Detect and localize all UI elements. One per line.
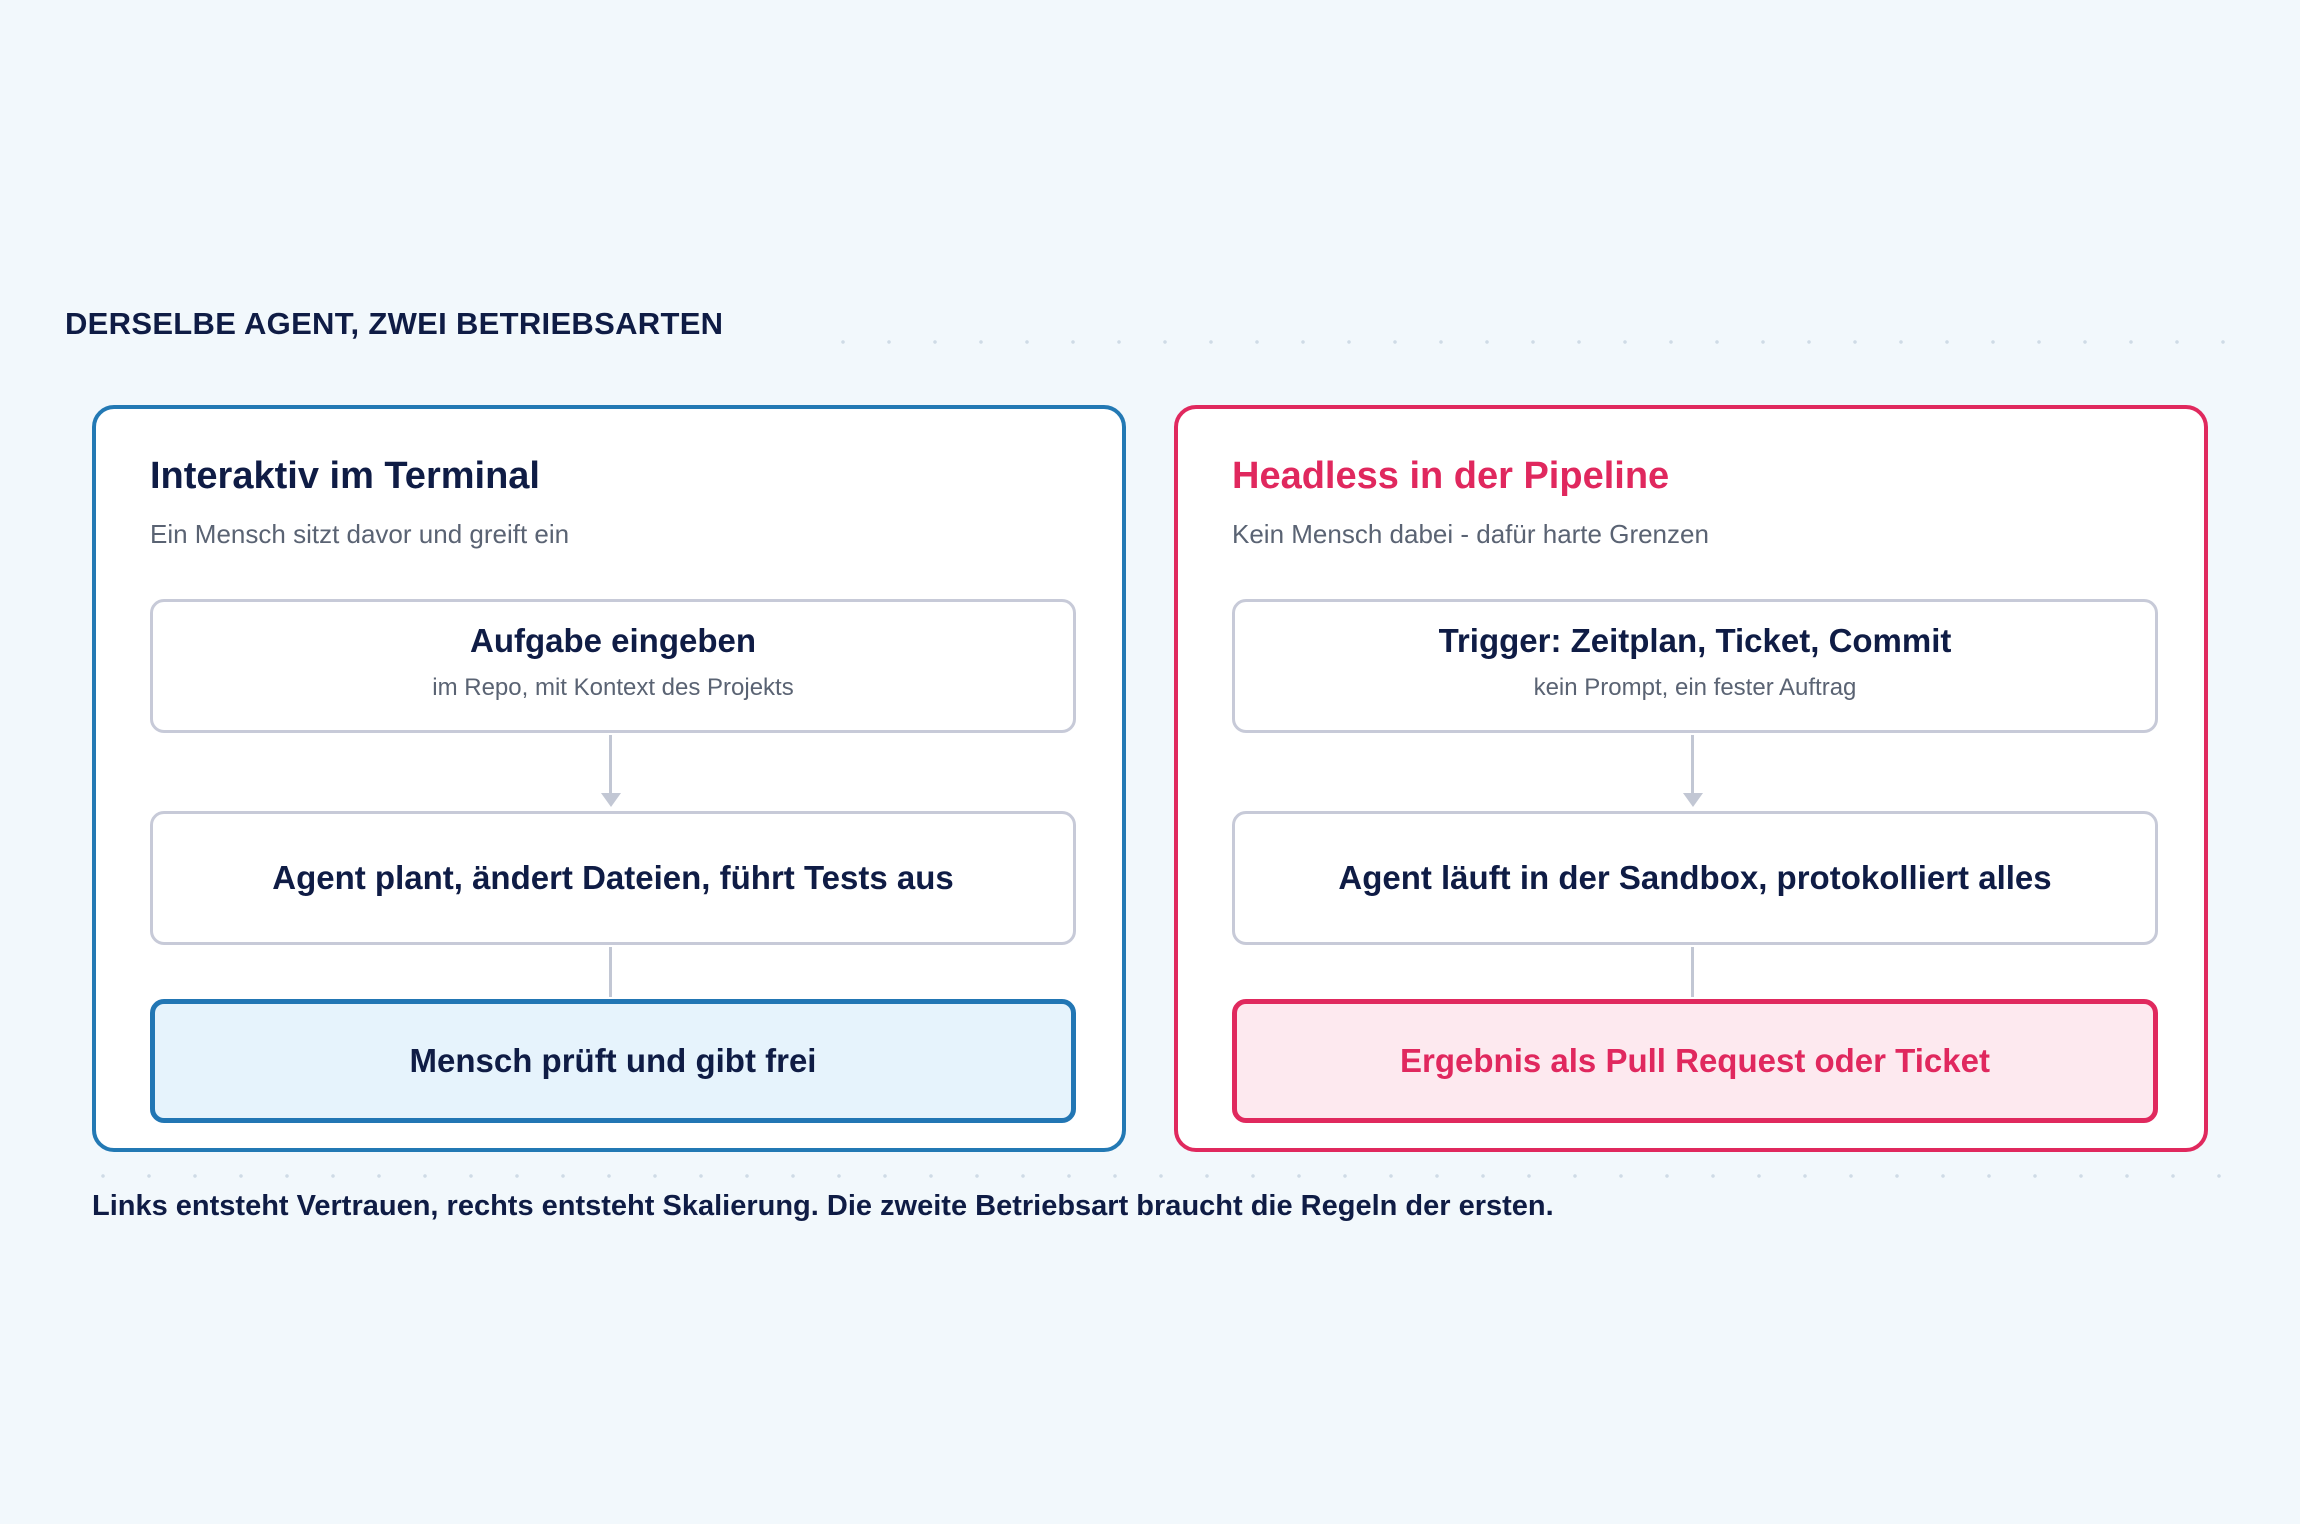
headless-panel-subtitle: Kein Mensch dabei - dafür harte Grenzen <box>1232 519 1709 549</box>
diagram-heading: DERSELBE AGENT, ZWEI BETRIEBSARTEN <box>65 306 724 341</box>
step-result-pr <box>1232 999 2158 1123</box>
step-agent-sandbox <box>1232 811 2158 945</box>
step-trigger-title: Trigger: Zeitplan, Ticket, Commit <box>1438 622 1952 659</box>
step-trigger-subtitle: kein Prompt, ein fester Auftrag <box>1533 674 1857 701</box>
step-result-pr-title: Ergebnis als Pull Request oder Ticket <box>1400 1042 1990 1079</box>
dotted-separator-bottom <box>80 1174 2240 1178</box>
step-human-review <box>150 999 1076 1123</box>
step-trigger <box>1232 599 2158 733</box>
interactive-panel-title: Interaktiv im Terminal <box>150 455 540 497</box>
arrowhead-down-icon <box>601 793 621 807</box>
step-human-review-title: Mensch prüft und gibt frei <box>409 1042 817 1079</box>
connector-line-2 <box>609 947 612 997</box>
step-enter-task-title: Aufgabe eingeben <box>469 622 757 659</box>
dotted-separator-top <box>820 340 2240 344</box>
step-agent-plans <box>150 811 1076 945</box>
connector-line-2 <box>1691 947 1694 997</box>
interactive-panel-subtitle: Ein Mensch sitzt davor und greift ein <box>150 519 570 549</box>
footer-caption: Links entsteht Vertrauen, rechts entsteht Skalierung. Die zweite Betriebsart braucht die Regeln der ersten. <box>92 1190 1554 1222</box>
step-agent-sandbox-title: Agent läuft in der Sandbox, protokolliert alles <box>1338 859 2052 896</box>
headless-panel-title: Headless in der Pipeline <box>1232 455 1670 497</box>
headless-mode-panel <box>1174 405 2208 1152</box>
step-agent-plans-title: Agent plant, ändert Dateien, führt Tests aus <box>272 859 954 896</box>
arrowhead-down-icon <box>1683 793 1703 807</box>
connector-arrow-1 <box>1691 735 1694 801</box>
step-enter-task-subtitle: im Repo, mit Kontext des Projekts <box>432 674 794 701</box>
connector-arrow-1 <box>609 735 612 801</box>
step-enter-task <box>150 599 1076 733</box>
interactive-mode-panel <box>92 405 1126 1152</box>
